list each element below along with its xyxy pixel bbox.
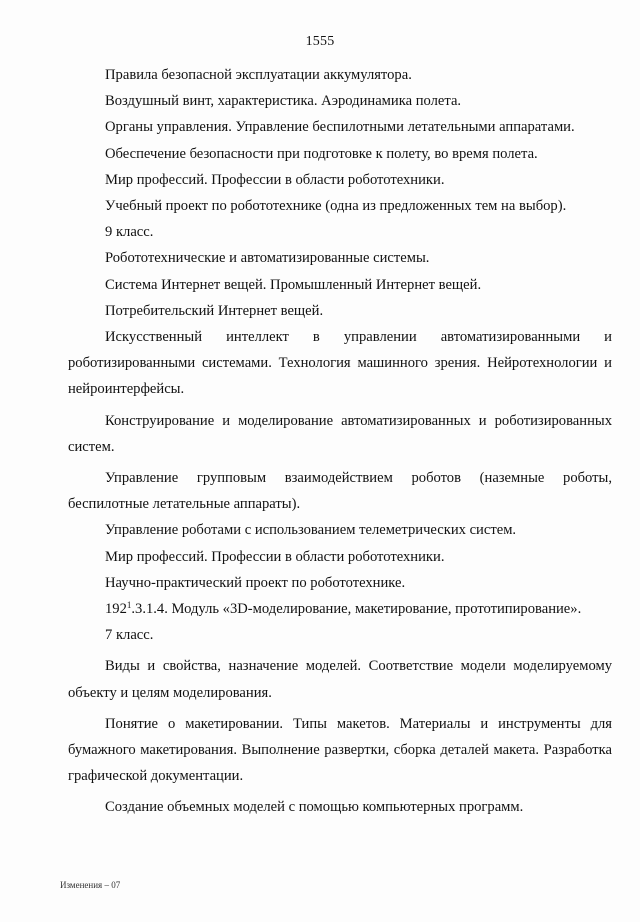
paragraph: Воздушный винт, характеристика. Аэродинамика полета. — [105, 93, 462, 110]
paragraph: Виды и свойства, назначение моделей. Соответствие модели моделируемому объекту и целям моделирования. — [68, 658, 612, 701]
module-number: 192 — [105, 601, 127, 618]
paragraph: Система Интернет вещей. Промышленный Интернет вещей. — [105, 276, 482, 293]
footer-revision: Изменения – 07 — [60, 880, 121, 890]
page-content — [68, 62, 612, 821]
module-superscript: 1 — [126, 600, 132, 611]
paragraph: Научно-практический проект по робототехнике. — [105, 574, 406, 591]
paragraph: Управление роботами с использованием телеметрических систем. — [105, 522, 517, 539]
paragraph: Правила безопасной эксплуатации аккумулятора. — [105, 67, 412, 83]
module-title: .3.1.4. Модуль «3D-моделирование, макетирование, прототипирование». — [131, 601, 582, 618]
paragraph: Конструирование и моделирование автоматизированных и роботизированных систем. — [68, 412, 612, 455]
paragraph: Управление групповым взаимодействием роботов (наземные роботы, беспилотные летательные аппараты). — [68, 470, 612, 513]
paragraph: Органы управления. Управление беспилотными летательными аппаратами. — [105, 119, 575, 136]
paragraph: Мир профессий. Профессии в области робототехники. — [105, 548, 445, 565]
grade-heading: 7 класс. — [105, 627, 154, 644]
paragraph: Робототехнические и автоматизированные системы. — [105, 250, 430, 267]
paragraph: Обеспечение безопасности при подготовке к полету, во время полета. — [105, 145, 538, 162]
paragraph: Мир профессий. Профессии в области робототехники. — [105, 171, 445, 188]
page-number: 1555 — [305, 34, 335, 49]
paragraph: Создание объемных моделей с помощью компьютерных программ. — [105, 799, 524, 816]
grade-heading: 9 класс. — [105, 224, 154, 241]
paragraph: Искусственный интеллект в управлении автоматизированными и роботизированными системами. Технология машинного зрения. Нейротехнологии и нейроинтерфейсы. — [68, 329, 612, 398]
paragraph: Потребительский Интернет вещей. — [105, 302, 324, 319]
paragraph: Учебный проект по робототехнике (одна из предложенных тем на выбор). — [105, 198, 567, 215]
module-heading — [68, 596, 612, 622]
paragraph: Понятие о макетировании. Типы макетов. Материалы и инструменты для бумажного макетирования. Выполнение развертки, сборка деталей макета. Разработка графической документации. — [68, 715, 612, 785]
